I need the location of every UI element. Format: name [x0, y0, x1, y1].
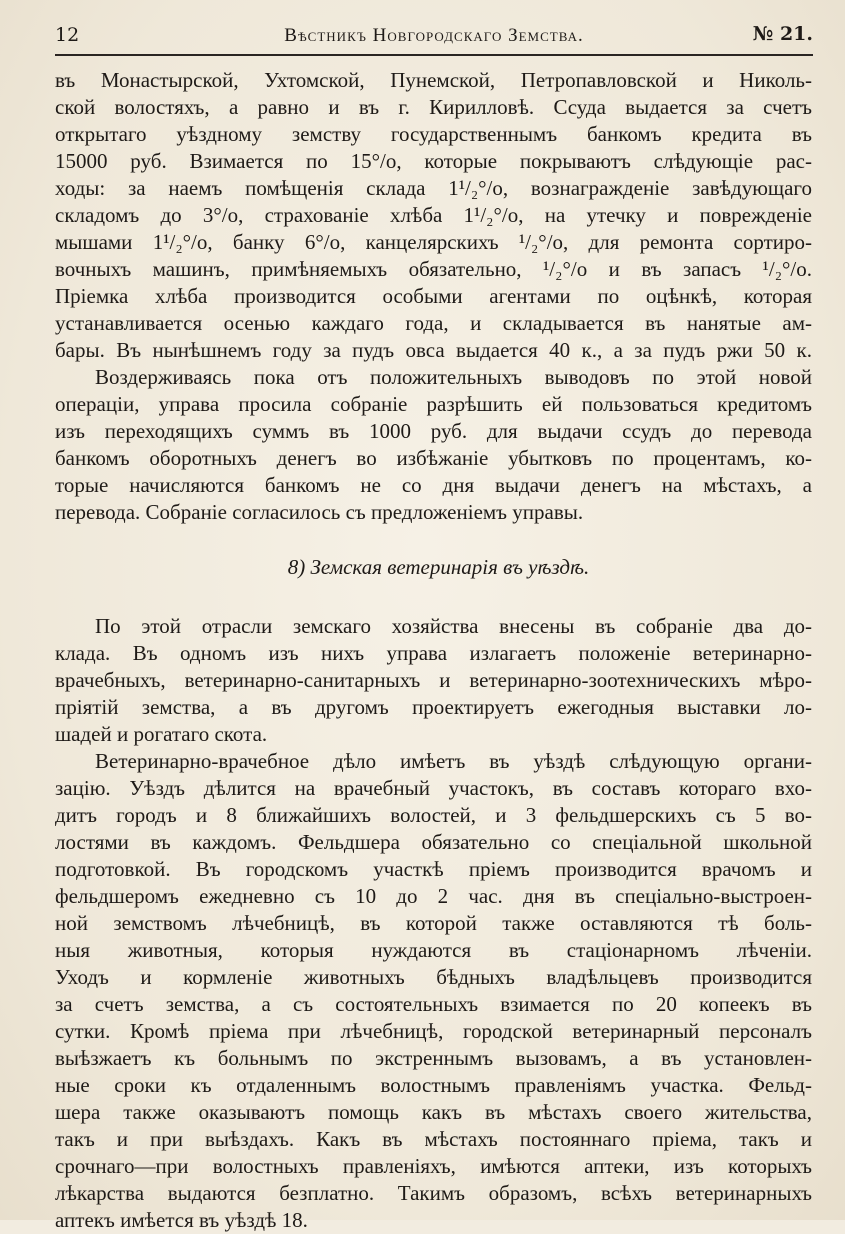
text-line: врачебныхъ, ветеринарно-санитарныхъ и ветеринарно-зоотехническихъ мѣро- [55, 668, 812, 692]
text-line: ходы: за наемъ помѣщенія склада 1¹/₂°/о, вознагражденіе завѣдующаго [55, 176, 812, 200]
text-line: дитъ городъ и 8 ближайшихъ волостей, и 3 фельдшерскихъ съ 5 во- [55, 803, 812, 827]
page-body [55, 67, 812, 1234]
text-line: фельдшеромъ ежедневно съ 10 до 2 час. дня въ спеціально-выстроен- [55, 884, 812, 908]
text-line: операціи, управа просила собраніе разрѣшить ей пользоваться кредитомъ [55, 392, 812, 416]
text-line: бары. Въ нынѣшнемъ году за пудъ овса выдается 40 к., а за пудъ ржи 50 к. [55, 338, 812, 362]
text-line: открытаго уѣздному земству государственнымъ банкомъ кредита въ [55, 122, 812, 146]
text-line: выѣзжаетъ къ больнымъ по экстреннымъ вызовамъ, а въ установлен- [55, 1046, 812, 1070]
text-line: банкомъ оборотныхъ денегъ во избѣжаніе убытковъ по процентамъ, ко- [55, 446, 812, 470]
text-line: Пріемка хлѣба производится особыми агентами по оцѣнкѣ, которая [55, 284, 812, 308]
paragraph-grain-loans [55, 67, 812, 364]
text-line: Ветеринарно-врачебное дѣло имѣетъ въ уѣздѣ слѣдующую органи- [95, 749, 812, 773]
paragraph-veterinary-reports [55, 613, 812, 748]
text-line: клада. Въ одномъ изъ нихъ управа излагаетъ положеніе ветеринарно- [55, 641, 812, 665]
text-line: По этой отрасли земскаго хозяйства внесены въ собраніе два до- [95, 614, 812, 638]
text-line: ской волостяхъ, а равно и въ г. Кирилловѣ. Ссуда выдается за счетъ [55, 95, 812, 119]
text-line: изъ переходящихъ суммъ въ 1000 руб. для выдачи ссудъ до перевода [55, 419, 812, 443]
text-line: мышами 1¹/₂°/о, банку 6°/о, канцелярскихъ ¹/₂°/о, для ремонта сортиро- [55, 230, 812, 254]
text-line: ныя животныя, которыя нуждаются въ стаціонарномъ лѣченіи. [55, 938, 812, 962]
text-line: подготовкой. Въ городскомъ участкѣ пріемъ производится врачомъ и [55, 857, 812, 881]
text-line: ной земствомъ лѣчебницѣ, въ которой также оставляются тѣ боль- [55, 911, 812, 935]
page-header [55, 20, 813, 56]
paragraph-veterinary-organization [55, 748, 812, 1234]
text-line: лѣкарства выдаются безплатно. Такимъ образомъ, всѣхъ ветеринарныхъ [55, 1181, 812, 1205]
journal-title: Вѣстникъ Новгородскаго Земства. [284, 25, 584, 46]
text-line: аптекъ имѣется въ уѣздѣ 18. [55, 1208, 308, 1232]
text-line: устанавливается осенью каждаго года, и складывается въ нанятые ам- [55, 311, 812, 335]
text-line: торые начисляются банкомъ не со дня выдачи денегъ на мѣстахъ, а [55, 473, 812, 497]
text-line: въ Монастырской, Ухтомской, Пунемской, Петропавловской и Николь- [55, 68, 812, 92]
text-line: перевода. Собраніе согласилось съ предложеніемъ управы. [55, 500, 584, 524]
text-line: лостями въ каждомъ. Фельдшера обязательно со спеціальной школьной [55, 830, 812, 854]
text-line: пріятій земства, а въ другомъ проектируетъ ежегодныя выставки ло- [55, 695, 812, 719]
text-line: такъ и при выѣздахъ. Какъ въ мѣстахъ постояннаго пріема, такъ и [55, 1127, 812, 1151]
text-line: 15000 руб. Взимается по 15°/о, которые покрываютъ слѣдующіе рас- [55, 149, 812, 173]
text-line: складомъ до 3°/о, страхованіе хлѣба 1¹/₂°/о, на утечку и поврежденіе [55, 203, 812, 227]
text-line: ные сроки къ отдаленнымъ волостнымъ правленіямъ участка. Фельд- [55, 1073, 812, 1097]
issue-number: № 21. [752, 23, 813, 45]
page-number: 12 [55, 24, 80, 46]
text-line: Уходъ и кормленіе животныхъ бѣдныхъ владѣльцевъ производится [55, 965, 812, 989]
text-line: срочнаго—при волостныхъ правленіяхъ, имѣются аптеки, изъ которыхъ [55, 1154, 812, 1178]
text-line: шадей и рогатаго скота. [55, 722, 268, 746]
text-line: вочныхъ машинъ, примѣняемыхъ обязательно, ¹/₂°/о и въ запасъ ¹/₂°/о. [55, 257, 812, 281]
section-heading: 8) Земская ветеринарія въ уѣздѣ. [287, 555, 590, 579]
text-line: Воздерживаясь пока отъ положительныхъ выводовъ по этой новой [95, 365, 812, 389]
paragraph-credit-request [55, 364, 812, 526]
text-line: сутки. Кромѣ пріема при лѣчебницѣ, городской ветеринарный персоналъ [55, 1019, 812, 1043]
text-line: зацію. Уѣздъ дѣлится на врачебный участокъ, въ составъ котораго вхо- [55, 776, 812, 800]
text-line: за счетъ земства, а съ состоятельныхъ взимается по 20 копеекъ въ [55, 992, 812, 1016]
text-line: шера также оказываютъ помощь какъ въ мѣстахъ своего жительства, [55, 1100, 812, 1124]
